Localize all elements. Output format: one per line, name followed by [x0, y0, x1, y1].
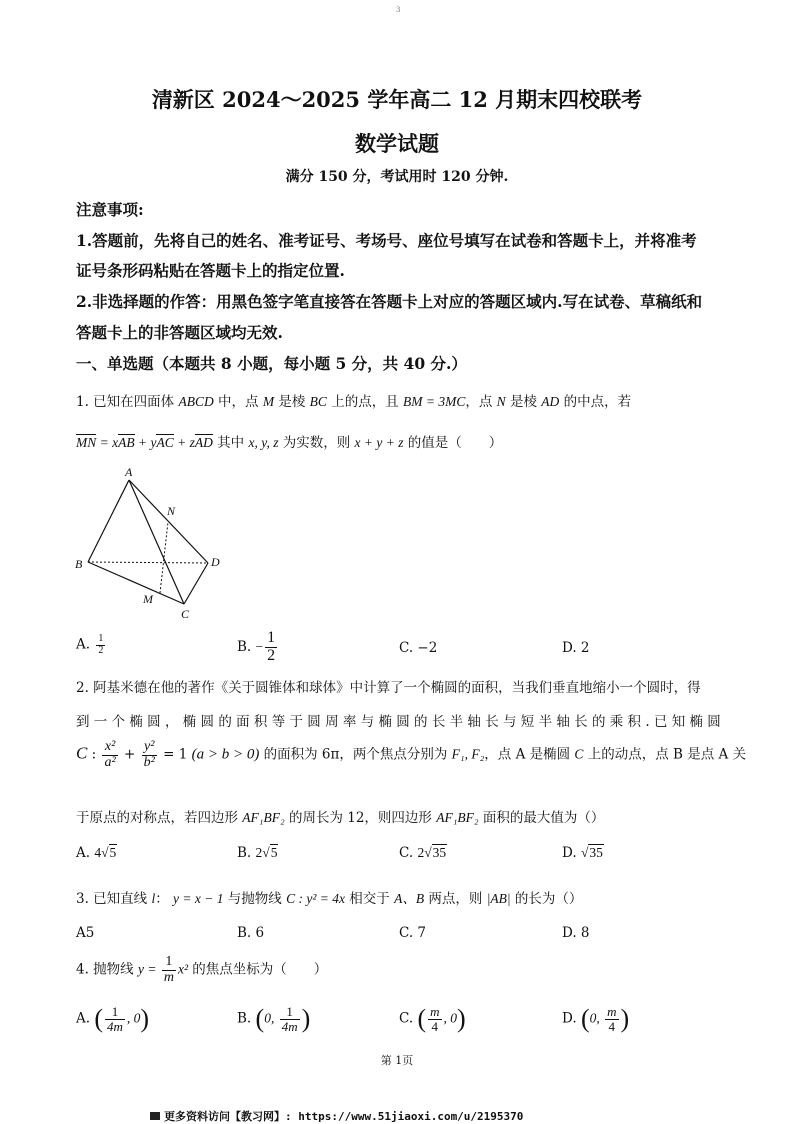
vertex-label-d: D: [211, 555, 220, 569]
question-1-line-1: 1. 已知在四面体 ABCD 中，点 M 是棱 BC 上的点，且 BM = 3MC，点 N 是棱 AD 的中点，若: [76, 394, 632, 410]
question-2-line-4: 于原点的对称点，若四边形 AF₁BF₂ 的周长为 12，则四边形 AF₁BF₂ 面积的最大值为（）: [76, 810, 605, 826]
question-1-line-2: MN = xAB + yAC + zAD 其中 x, y, z 为实数，则 x + y + z 的值是（ ）: [76, 435, 503, 451]
exam-title: 清新区 2024～2025 学年高二 12 月期末四校联考: [151, 87, 643, 112]
q2-option-d: D. √35: [562, 845, 603, 861]
question-2-line-3: C : $\frac{\text{x²}}{\text{a²}}$ + $\frac{\text{y²}}{\text{b²}}$ = 1 (a > b > 0) 的面积为 6π，两个焦点分别为 F₁, F₂，点 A 是椭圆 C 上的动点，点 B 是点 A 关: [76, 739, 747, 770]
q2-option-b: B. 2√5: [237, 845, 278, 861]
q3-option-a: A5: [76, 925, 95, 941]
q1-option-d: D. 2: [562, 640, 590, 656]
q3-option-c: C. 7: [399, 925, 427, 941]
q1-option-b: B. − $\frac{1}{2}$: [237, 629, 276, 664]
notice-item-1-line-1: 1.答题前，先将自己的姓名、准考证号、考场号、座位号填写在试卷和答题卡上，并将准考: [76, 231, 697, 250]
q4-option-b: B. (0, $\frac{1}{4m}$ ): [237, 1003, 311, 1034]
q1-option-c: C. −2: [399, 640, 438, 656]
question-2-line-1: 2. 阿基米德在他的著作《关于圆锥体和球体》中计算了一个椭圆的面积，当我们垂直地缩小一个圆时，得: [76, 680, 701, 696]
vertex-label-c: C: [181, 607, 190, 621]
q3-option-b: B. 6: [237, 925, 265, 941]
notice-item-1-line-2: 证号条形码粘贴在答题卡上的指定位置.: [76, 261, 345, 280]
q4-option-d: D. (0, $\frac{m}{4}$ ): [562, 1003, 630, 1034]
q1-option-a: A. $\frac{1}{2}$: [76, 633, 104, 656]
section-heading-single-choice: 一、单选题（本题共 8 小题，每小题 5 分，共 40 分.）: [76, 354, 467, 373]
question-2-line-2: 到 一 个 椭 圆 ， 椭 圆 的 面 积 等 于 圆 周 率 与 椭 圆 的 长 半 轴 长 与 短 半 轴 长 的 乘 积 . 已 知 椭 圆: [76, 714, 721, 730]
q2-option-c: C. 2√35: [399, 845, 447, 861]
edge-ad: [129, 480, 208, 563]
edge-ab: [88, 480, 129, 562]
q2-option-a: A. 4√5: [76, 845, 117, 861]
notice-item-2-line-2: 答题卡上的非答题区域均无效.: [76, 323, 283, 342]
flag-icon: [150, 1112, 160, 1120]
question-4: 4. 抛物线 y = $\frac{1}{m}$ x² 的焦点坐标为（ ）: [76, 954, 328, 985]
edge-bd-hidden: [88, 562, 208, 563]
q4-option-a: A. ( $\frac{1}{4m}$ , 0): [76, 1003, 150, 1034]
footer-promo-link[interactable]: [150, 1108, 523, 1124]
edge-ac: [129, 480, 184, 604]
question-3: 3. 已知直线 l： y = x − 1 与抛物线 C : y² = 4x 相交于 A、B 两点，则 |AB| 的长为（）: [76, 891, 583, 907]
footer-promo-text: 更多资料访问【教习网】: https://www.51jiaoxi.com/u/2195370: [164, 1110, 524, 1123]
exam-subject: 数学试题: [355, 131, 439, 156]
page-number: 第 1页: [380, 1054, 414, 1067]
edge-cd: [184, 563, 208, 604]
edge-bc: [88, 562, 184, 604]
q3-option-d: D. 8: [562, 925, 590, 941]
point-label-n: N: [167, 504, 176, 518]
notice-item-2-line-1: 2.非选择题的作答：用黑色签字笔直接答在答题卡上对应的答题区域内.写在试卷、草稿纸和: [76, 292, 703, 311]
point-label-m: M: [143, 592, 153, 606]
q4-option-c: C. ( $\frac{m}{4}$ , 0): [399, 1003, 466, 1034]
page-top-mark: 3: [396, 6, 401, 14]
vertex-label-a: A: [125, 465, 133, 479]
vertex-label-b: B: [75, 557, 83, 571]
exam-info: 满分 150 分，考试用时 120 分钟.: [285, 169, 509, 185]
tetrahedron-figure: [70, 462, 230, 624]
notice-heading: 注意事项:: [76, 200, 144, 219]
